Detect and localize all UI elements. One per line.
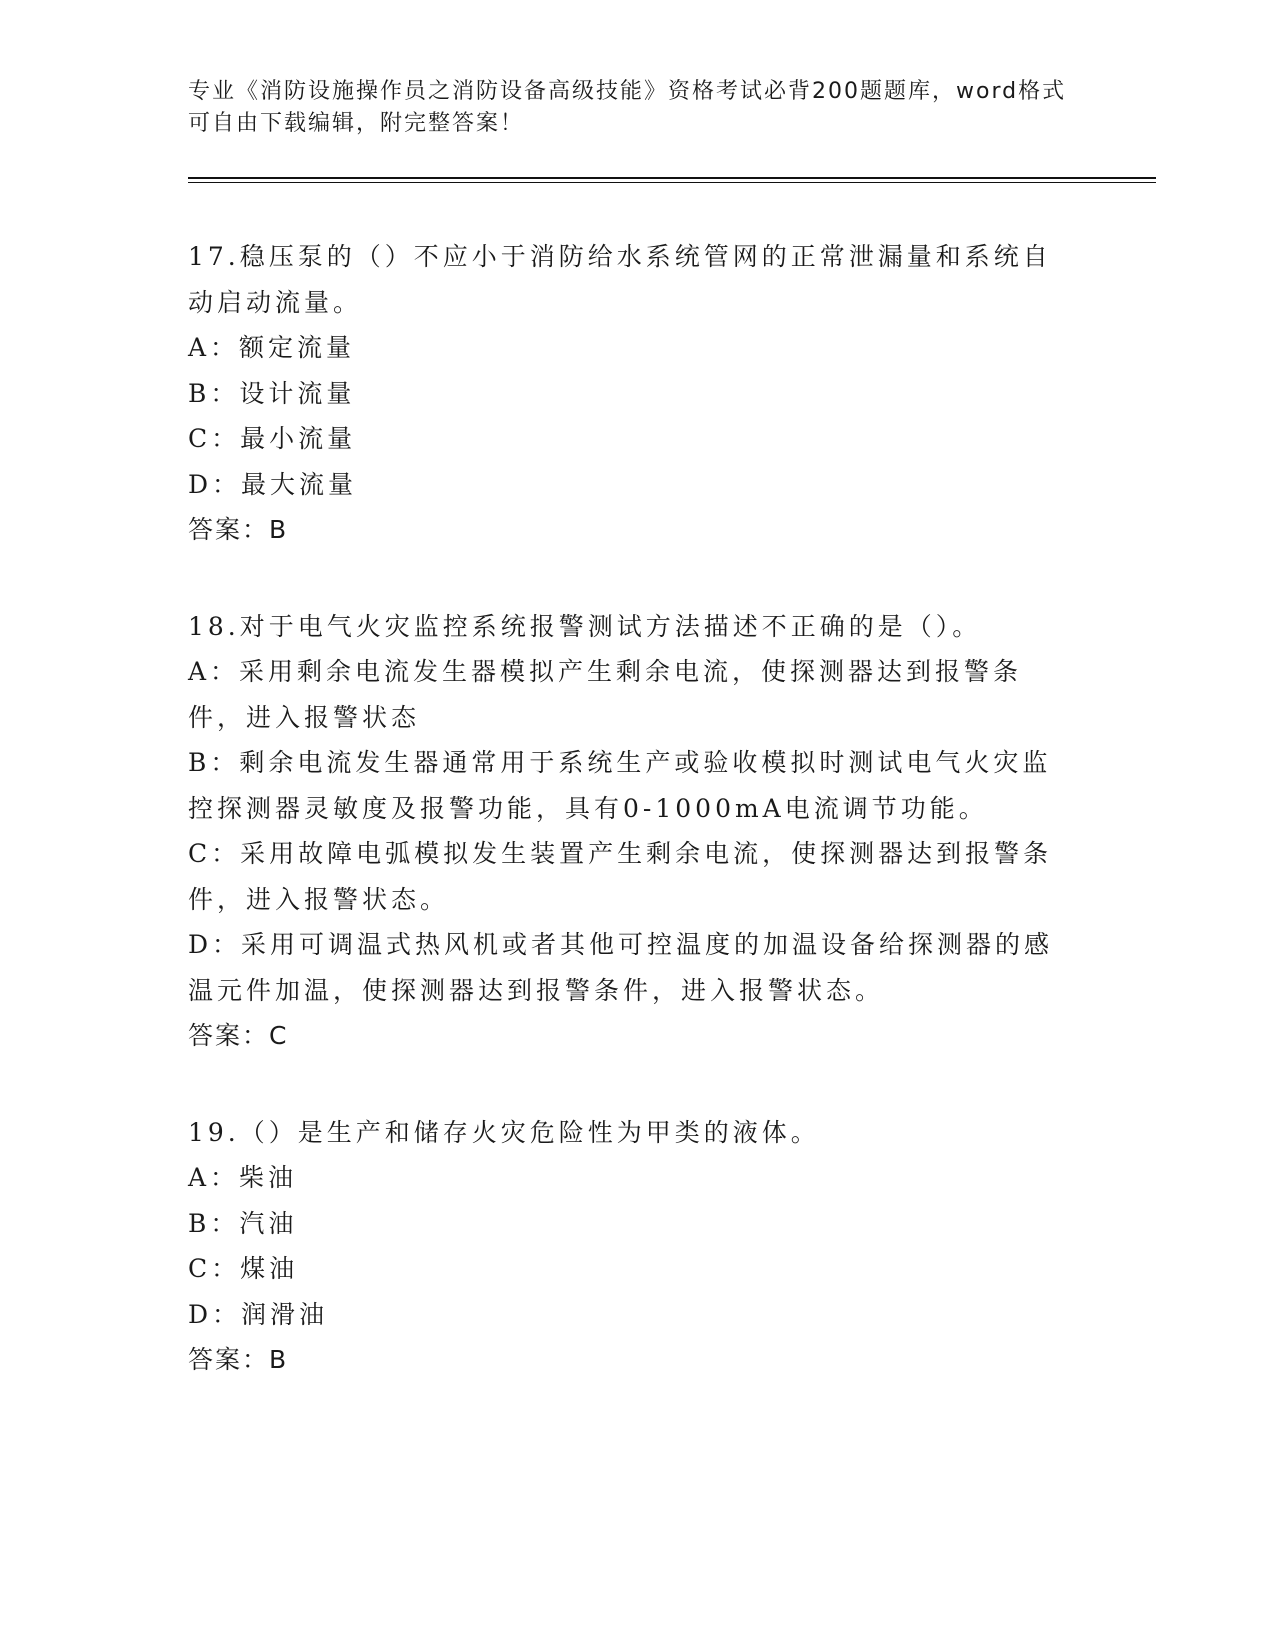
option-c: C：最小流量 (188, 424, 357, 453)
answer-label: 答案： (188, 1345, 270, 1374)
question-stem: 19.（）是生产和储存火灾危险性为甲类的液体。 (188, 1117, 820, 1147)
option-d: D：润滑油 (188, 1299, 329, 1329)
question-18 (188, 604, 1078, 1059)
header-divider-thin (188, 182, 1156, 183)
question-stem: 18.对于电气火灾监控系统报警测试方法描述不正确的是（）。 (188, 611, 982, 641)
option-b: B：剩余电流发生器通常用于系统生产或验收模拟时测试电气火灾监控探测器灵敏度及报警功能，具有0-1000mA电流调节功能。 (188, 748, 1052, 823)
answer-value: B (269, 515, 287, 544)
document-header: 专业《消防设施操作员之消防设备高级技能》资格考试必背200题题库，word格式可自由下载编辑，附完整答案！ (188, 79, 1067, 136)
option-b: B：汽油 (188, 1208, 298, 1238)
option-d: D：采用可调温式热风机或者其他可控温度的加温设备给探测器的感温元件加温，使探测器达到报警条件，进入报警状态。 (188, 930, 1054, 1005)
answer-value: B (269, 1345, 287, 1374)
answer-label: 答案： (188, 515, 270, 544)
answer-value: C (269, 1021, 287, 1050)
option-d: D：最大流量 (188, 469, 358, 499)
option-b: B：设计流量 (188, 378, 356, 408)
question-stem: 17.稳压泵的（）不应小于消防给水系统管网的正常泄漏量和系统自动启动流量。 (188, 242, 1052, 317)
answer-line (188, 507, 1078, 553)
answer-label: 答案： (188, 1021, 270, 1050)
option-a: A：柴油 (188, 1163, 298, 1192)
answer-line (188, 1013, 1078, 1059)
question-19 (188, 1110, 1078, 1383)
question-17 (188, 234, 1078, 553)
header-divider-thick (188, 177, 1156, 179)
answer-line (188, 1337, 1078, 1383)
question-list (188, 234, 1078, 1434)
option-c: C：煤油 (188, 1254, 299, 1283)
option-a: A：额定流量 (188, 333, 356, 362)
option-a: A：采用剩余电流发生器模拟产生剩余电流，使探测器达到报警条件，进入报警状态 (188, 657, 1023, 732)
option-c: C：采用故障电弧模拟发生装置产生剩余电流，使探测器达到报警条件，进入报警状态。 (188, 839, 1053, 914)
